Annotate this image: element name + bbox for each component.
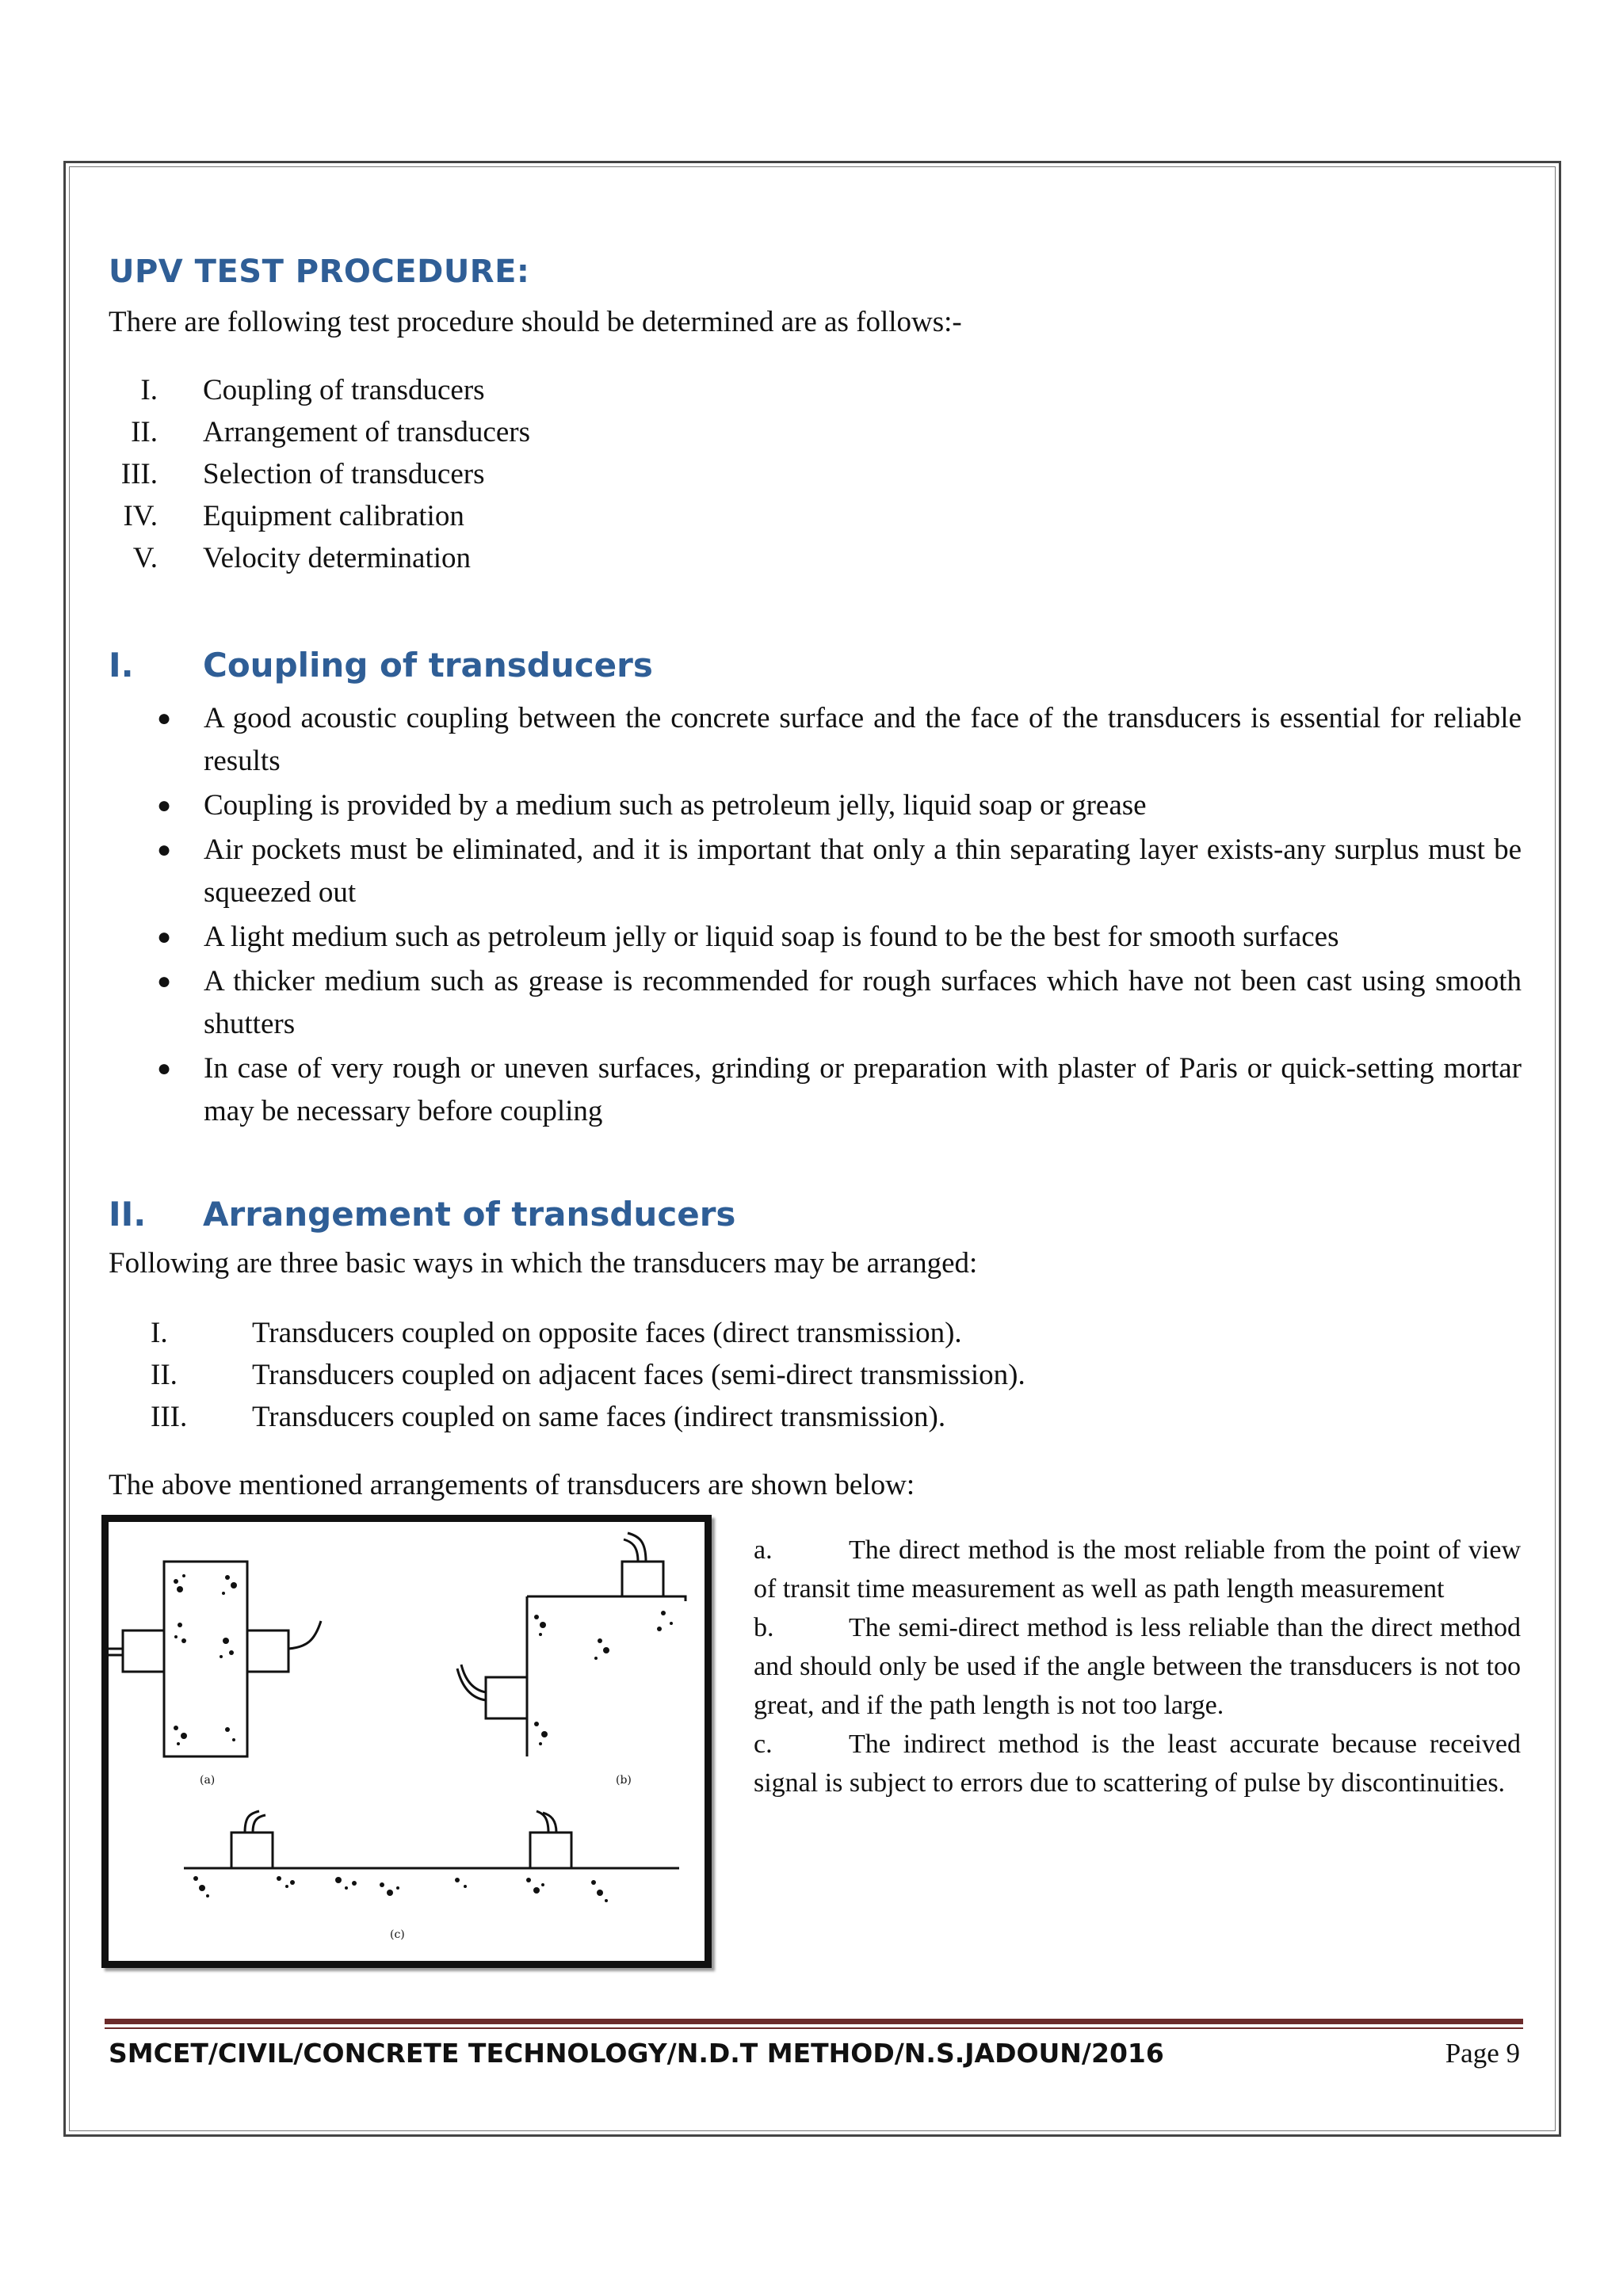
description-item: c. The indirect method is the least accurate because received signal is subject to errors due to scattering of pulse by discontinuities. [754, 1730, 1521, 1798]
figure-label-a: (a) [200, 1774, 216, 1787]
bullet-icon: ● [157, 792, 172, 818]
intro-text: There are following test procedure should be determined are as follows:- [109, 306, 962, 338]
figure-caption: The above mentioned arrangements of transducers are shown below: [109, 1469, 915, 1501]
footer-title: SMCET/CIVIL/CONCRETE TECHNOLOGY/N.D.T METHOD/N.S.JADOUN/2016 [109, 2038, 1164, 2069]
arrangement-descriptions [754, 1531, 1521, 1802]
arrangement-intro: Following are three basic ways in which the transducers may be arranged: [109, 1247, 978, 1280]
list-item: ● A light medium such as petroleum jelly or liquid soap is found to be the best for smooth surfaces [157, 916, 1522, 959]
figure-label-b: (b) [616, 1774, 632, 1787]
transducer-b-left [486, 1677, 527, 1718]
procedure-list [109, 369, 530, 579]
arrangement-list [151, 1312, 1025, 1438]
cable-a-right [288, 1621, 321, 1649]
list-item: I. Coupling of transducers [140, 374, 485, 406]
footer-rule-thin [105, 2027, 1523, 2029]
page-heading: UPV TEST PROCEDURE: [109, 254, 530, 290]
bullet-icon: ● [157, 968, 172, 994]
transducer-arrangement-figure [101, 1515, 712, 1968]
cable-b-top [624, 1533, 646, 1562]
cable-c-right [537, 1811, 556, 1833]
cable-c-left [245, 1811, 265, 1833]
transducer-b-top [622, 1562, 663, 1596]
cable-b-left [457, 1665, 486, 1700]
figure-label-c: (c) [390, 1928, 405, 1941]
list-item: III. Selection of transducers [120, 458, 485, 490]
list-item: I. Transducers coupled on opposite faces (direct transmission). [151, 1317, 962, 1349]
bullet-icon: ● [157, 924, 172, 950]
bullet-icon: ● [157, 1055, 172, 1081]
transducer-a-left [123, 1630, 164, 1672]
footer-rule [105, 2019, 1523, 2024]
list-item: V. Velocity determination [132, 542, 472, 574]
list-item: ● In case of very rough or uneven surfaces, grinding or preparation with plaster of Paris or quick-setting mortar may be necessary before coupling [157, 1047, 1522, 1133]
section-heading-coupling: I. Coupling of transducers [109, 646, 653, 685]
transducer-c-left [231, 1833, 273, 1868]
list-item: ● A good acoustic coupling between the concrete surface and the face of the transducers is essential for reliable results [157, 697, 1522, 783]
concrete-block-b [527, 1596, 685, 1756]
list-item: ● Air pockets must be eliminated, and it is important that only a thin separating layer exists-any surplus must be squeezed out [157, 829, 1522, 914]
transducer-diagram [109, 1522, 705, 1961]
bullet-icon: ● [157, 837, 172, 863]
list-item: ● Coupling is provided by a medium such as petroleum jelly, liquid soap or grease [157, 784, 1522, 827]
list-item: IV. Equipment calibration [123, 500, 464, 532]
section-heading-arrangement: II. Arrangement of transducers [109, 1195, 736, 1234]
list-item: II. Arrangement of transducers [131, 416, 530, 448]
transducer-a-right [247, 1630, 288, 1672]
bullet-icon: ● [157, 705, 172, 731]
cable-a-left [109, 1649, 123, 1655]
list-item: III. Transducers coupled on same faces (indirect transmission). [151, 1401, 946, 1433]
description-item: a. The direct method is the most reliable from the point of view of transit time measurement as well as path length measurement [754, 1535, 1521, 1604]
coupling-bullet-list [157, 697, 1522, 1135]
transducer-c-right [530, 1833, 571, 1868]
list-item: II. Transducers coupled on adjacent faces (semi-direct transmission). [151, 1359, 1025, 1391]
description-item: b. The semi-direct method is less reliable than the direct method and should only be used if the angle between the transducers is not too great, and if the path length is not too large. [754, 1613, 1521, 1720]
page-number: Page 9 [1445, 2038, 1520, 2069]
list-item: ● A thicker medium such as grease is recommended for rough surfaces which have not been cast using smooth shutters [157, 960, 1522, 1046]
